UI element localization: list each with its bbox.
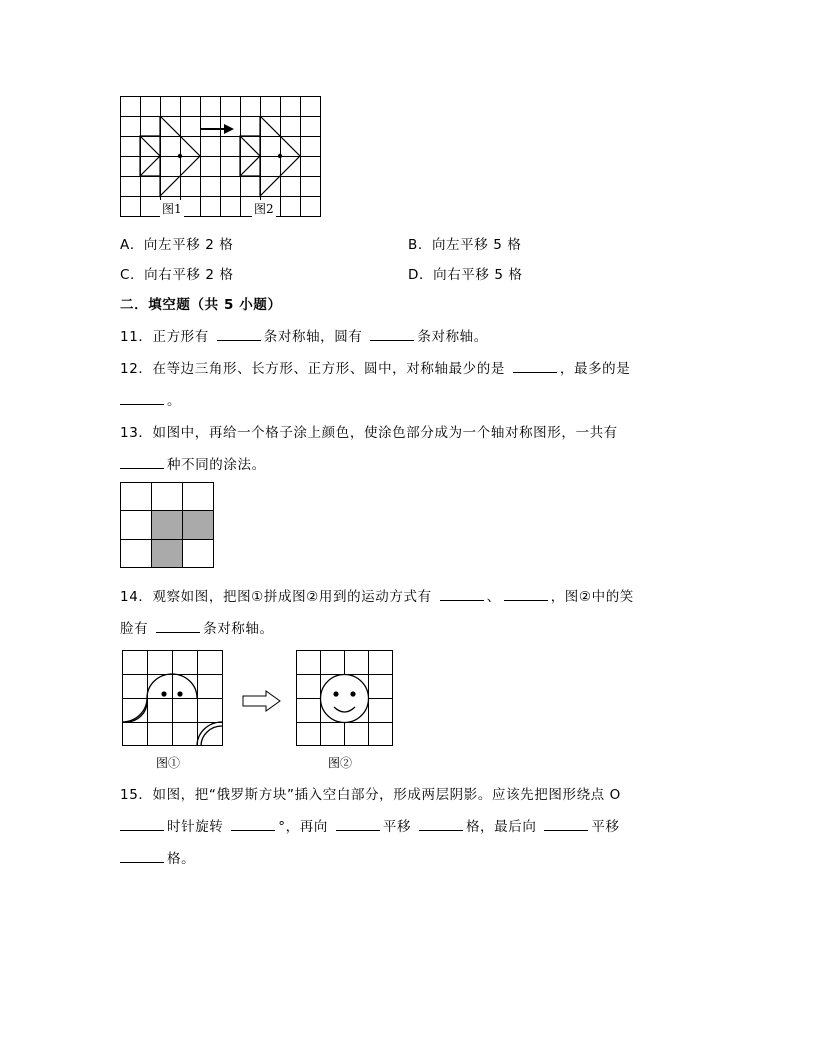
answer-blank[interactable] <box>370 328 414 341</box>
question-12-line-1: 12．在等边三角形、长方形、正方形、圆中，对称轴最少的是 ，最多的是 <box>120 361 631 377</box>
answer-blank[interactable] <box>120 818 164 831</box>
answer-blank[interactable] <box>120 456 164 469</box>
question-13-line-2: 种不同的涂法。 <box>120 456 266 474</box>
answer-blank[interactable] <box>120 392 164 405</box>
section-title: 二．填空题（共 5 小题） <box>120 297 282 313</box>
answer-blank[interactable] <box>231 818 275 831</box>
answer-blank[interactable] <box>440 588 484 601</box>
coloring-grid <box>120 482 216 570</box>
option-a: A．向左平移 2 格 <box>120 237 234 253</box>
smiley-figure-1 <box>122 650 224 748</box>
question-15-line-2: 时针旋转 °，再向 平移 格，最后向 平移 <box>120 818 620 836</box>
option-b: B．向左平移 5 格 <box>408 237 522 253</box>
shaded-cell <box>152 540 183 568</box>
shaded-cell <box>183 511 214 540</box>
question-15-line-3: 格。 <box>120 850 195 868</box>
question-14-line-1: 14．观察如图，把图①拼成图②用到的运动方式有 、 ，图②中的笑 <box>120 589 634 605</box>
question-11: 11．正方形有 条对称轴，圆有 条对称轴。 <box>120 329 488 345</box>
question-12-line-2: 。 <box>120 392 181 410</box>
answer-blank[interactable] <box>120 850 164 863</box>
figure-caption-1: 图① <box>156 756 181 770</box>
option-d: D．向右平移 5 格 <box>408 267 523 283</box>
figure-caption-2: 图② <box>328 756 353 770</box>
figure-caption-2: 图2 <box>254 202 274 216</box>
option-c: C．向右平移 2 格 <box>120 267 234 283</box>
answer-blank[interactable] <box>419 818 463 831</box>
shaded-cell <box>152 511 183 540</box>
translation-figure <box>120 96 324 218</box>
answer-blank[interactable] <box>544 818 588 831</box>
arrow-right-icon <box>200 124 234 134</box>
answer-blank[interactable] <box>156 620 200 633</box>
smiley-figure-2 <box>296 650 394 748</box>
answer-blank[interactable] <box>217 328 261 341</box>
figure-caption-1: 图1 <box>162 202 182 216</box>
question-13-line-1: 13．如图中，再给一个格子涂上颜色，使涂色部分成为一个轴对称图形，一共有 <box>120 425 618 441</box>
answer-blank[interactable] <box>336 818 380 831</box>
answer-blank[interactable] <box>504 588 548 601</box>
arrow-right-icon <box>242 690 282 712</box>
question-15-line-1: 15．如图，把“俄罗斯方块”插入空白部分，形成两层阴影。应该先把图形绕点 O <box>120 787 621 803</box>
question-14-line-2: 脸有 条对称轴。 <box>120 621 274 637</box>
answer-blank[interactable] <box>513 360 557 373</box>
